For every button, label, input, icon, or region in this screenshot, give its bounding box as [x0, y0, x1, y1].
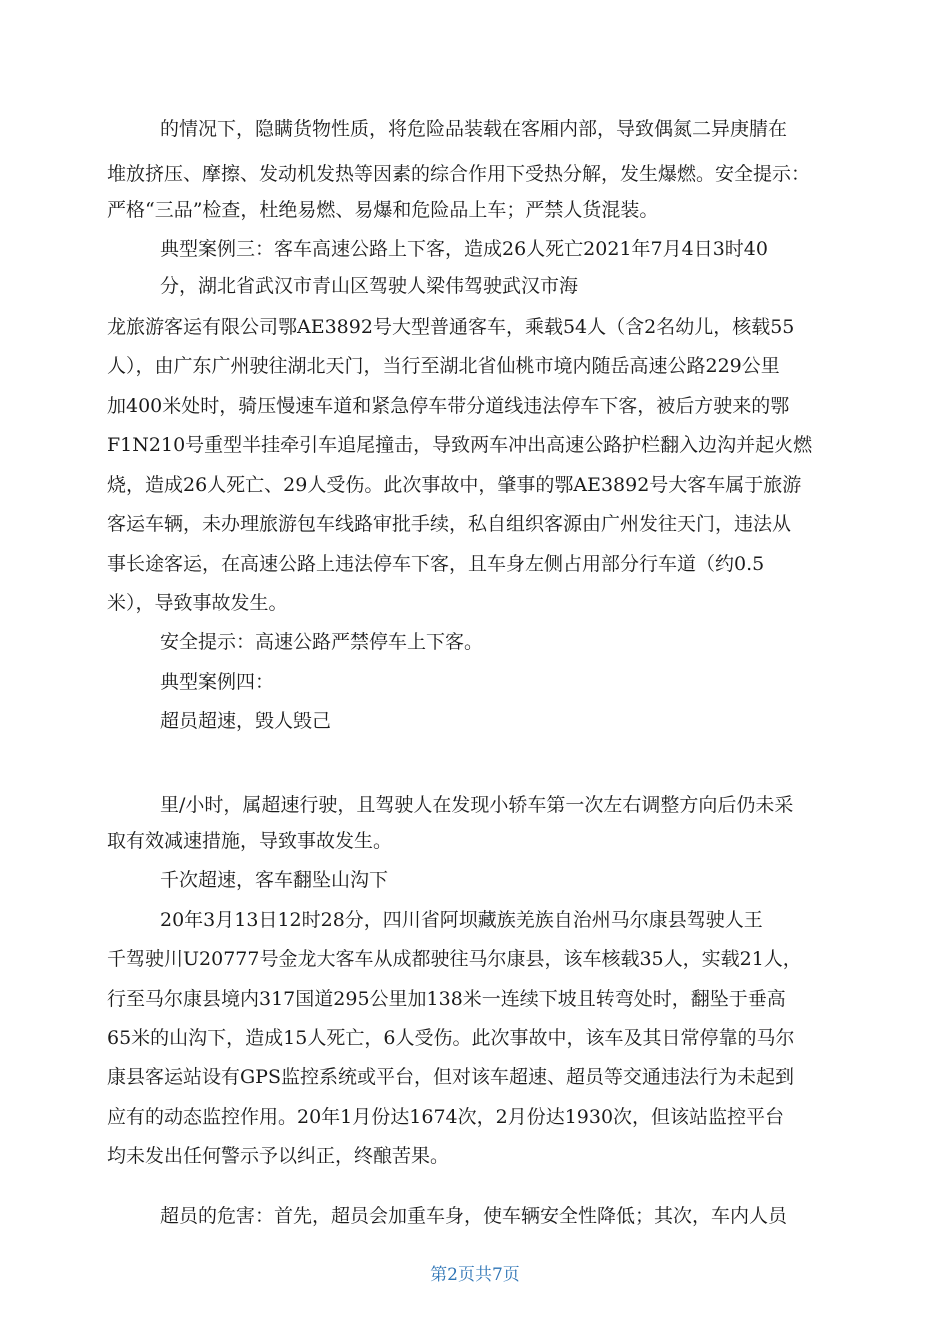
- text-line: F1N210号重型半挂牵引车追尾撞击，导致两车冲出高速公路护栏翻入边沟并起火燃: [107, 434, 813, 456]
- text-line: 典型案例三：客车高速公路上下客，造成26人死亡2021年7月4日3时40: [160, 238, 768, 260]
- text-line: 千驾驶川U20777号金龙大客车从成都驶往马尔康县，该车核载35人，实载21人，: [107, 948, 802, 970]
- text-line: 取有效减速措施，导致事故发生。: [107, 830, 393, 852]
- text-line: 加400米处时，骑压慢速车道和紧急停车带分道线违法停车下客，被后方驶来的鄂: [107, 395, 790, 417]
- text-line: 超员的危害：首先，超员会加重车身，使车辆安全性降低；其次，车内人员: [160, 1205, 788, 1227]
- text-line: 严格“三品”检查，杜绝易燃、易爆和危险品上车；严禁人货混装。: [107, 199, 659, 221]
- text-line: 里/小时，属超速行驶，且驾驶人在发现小轿车第一次左右调整方向后仍未采: [160, 794, 794, 816]
- text-line: 行至马尔康县境内317国道295公里加138米一连续下坡且转弯处时，翻坠于垂高: [107, 988, 786, 1010]
- text-line: 分，湖北省武汉市青山区驾驶人梁伟驾驶武汉市海: [160, 275, 579, 297]
- text-line: 烧，造成26人死亡、29人受伤。此次事故中，肇事的鄂AE3892号大客车属于旅游: [107, 474, 802, 496]
- text-line: 康县客运站设有GPS监控系统或平台，但对该车超速、超员等交通违法行为未起到: [107, 1066, 794, 1088]
- text-line: 堆放挤压、摩擦、发动机发热等因素的综合作用下受热分解，发生爆燃。安全提示：: [107, 163, 811, 185]
- text-line: 20年3月13日12时28分，四川省阿坝藏族羌族自治州马尔康县驾驶人王: [160, 909, 763, 931]
- text-line: 龙旅游客运有限公司鄂AE3892号大型普通客车，乘载54人（含2名幼儿，核载55: [107, 316, 795, 338]
- text-line: 事长途客运，在高速公路上违法停车下客，且车身左侧占用部分行车道（约0.5: [107, 553, 765, 575]
- text-line: 应有的动态监控作用。20年1月份达1674次，2月份达1930次，但该站监控平台: [107, 1106, 785, 1128]
- text-line: 65米的山沟下，造成15人死亡，6人受伤。此次事故中，该车及其日常停靠的马尔: [107, 1027, 795, 1049]
- text-line: 典型案例四：: [160, 671, 275, 693]
- text-line: 的情况下，隐瞒货物性质，将危险品装载在客厢内部，导致偶氮二异庚腈在: [160, 118, 788, 140]
- text-line: 千次超速，客车翻坠山沟下: [160, 869, 389, 891]
- text-line: 安全提示：高速公路严禁停车上下客。: [160, 631, 484, 653]
- text-line: 超员超速，毁人毁己: [160, 710, 332, 732]
- text-line: 米），导致事故发生。: [107, 592, 288, 614]
- text-line: 均未发出任何警示予以纠正，终酿苦果。: [107, 1145, 450, 1167]
- text-line: 人），由广东广州驶往湖北天门，当行至湖北省仙桃市境内随岳高速公路229公里: [107, 355, 780, 377]
- text-line: 客运车辆，未办理旅游包车线路审批手续，私自组织客源由广州发往天门，违法从: [107, 513, 792, 535]
- page-number-footer: 第2页共7页: [430, 1265, 520, 1285]
